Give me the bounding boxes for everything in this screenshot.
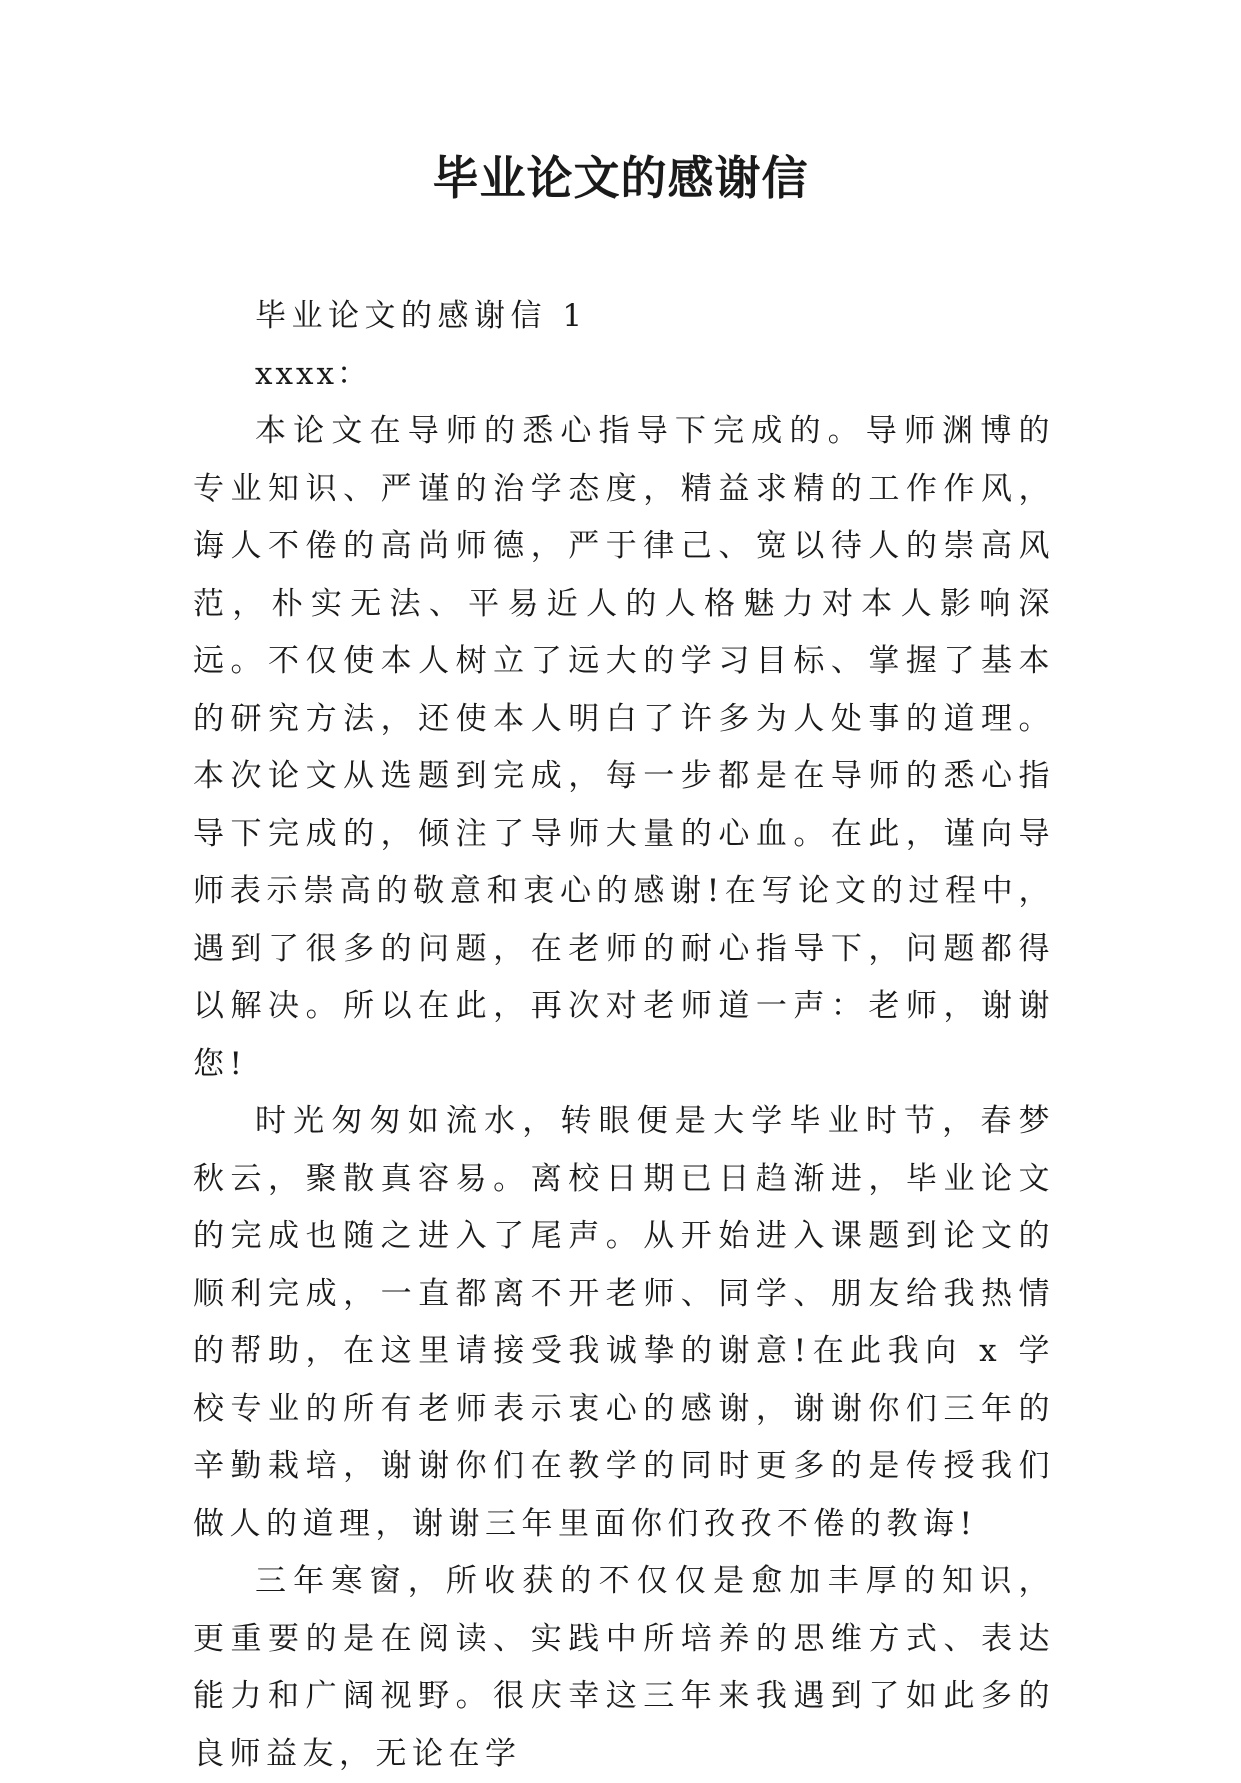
document-title: 毕业论文的感谢信: [432, 151, 809, 205]
letter-heading: 毕业论文的感谢信 1: [255, 298, 588, 334]
document-body: [193, 288, 1055, 1783]
paragraph: 三年寒窗，所收获的不仅仅是愈加丰厚的知识，更重要的是在阅读、实践中所培养的思维方式、表达能力和广阔视野。很庆幸这三年来我遇到了如此多的良师益友，无论在学: [193, 1563, 1055, 1772]
paragraph: 本论文在导师的悉心指导下完成的。导师渊博的专业知识、严谨的治学态度，精益求精的工作作风，诲人不倦的高尚师德，严于律己、宽以待人的崇高风范，朴实无法、平易近人的人格魅力对本人影响深远。不仅使本人树立了远大的学习目标、掌握了基本的研究方法，还使本人明白了许多为人处事的道理。本次论文从选题到完成，每一步都是在导师的悉心指导下完成的，倾注了导师大量的心血。在此，谨向导师表示崇高的敬意和衷心的感谢!在写论文的过程中，遇到了很多的问题，在老师的耐心指导下，问题都得以解决。所以在此，再次对老师道一声：老师，谢谢您!: [193, 413, 1055, 1082]
salutation: xxxx：: [255, 355, 371, 392]
paragraph: 时光匆匆如流水，转眼便是大学毕业时节，春梦秋云，聚散真容易。离校日期已日趋渐进，毕业论文的完成也随之进入了尾声。从开始进入课题到论文的顺利完成，一直都离不开老师、同学、朋友给我热情的帮助，在这里请接受我诚挚的谢意!在此我向 x 学校专业的所有老师表示衷心的感谢，谢谢你们三年的辛勤栽培，谢谢你们在教学的同时更多的是传授我们做人的道理，谢谢三年里面你们孜孜不倦的教诲!: [193, 1103, 1055, 1542]
